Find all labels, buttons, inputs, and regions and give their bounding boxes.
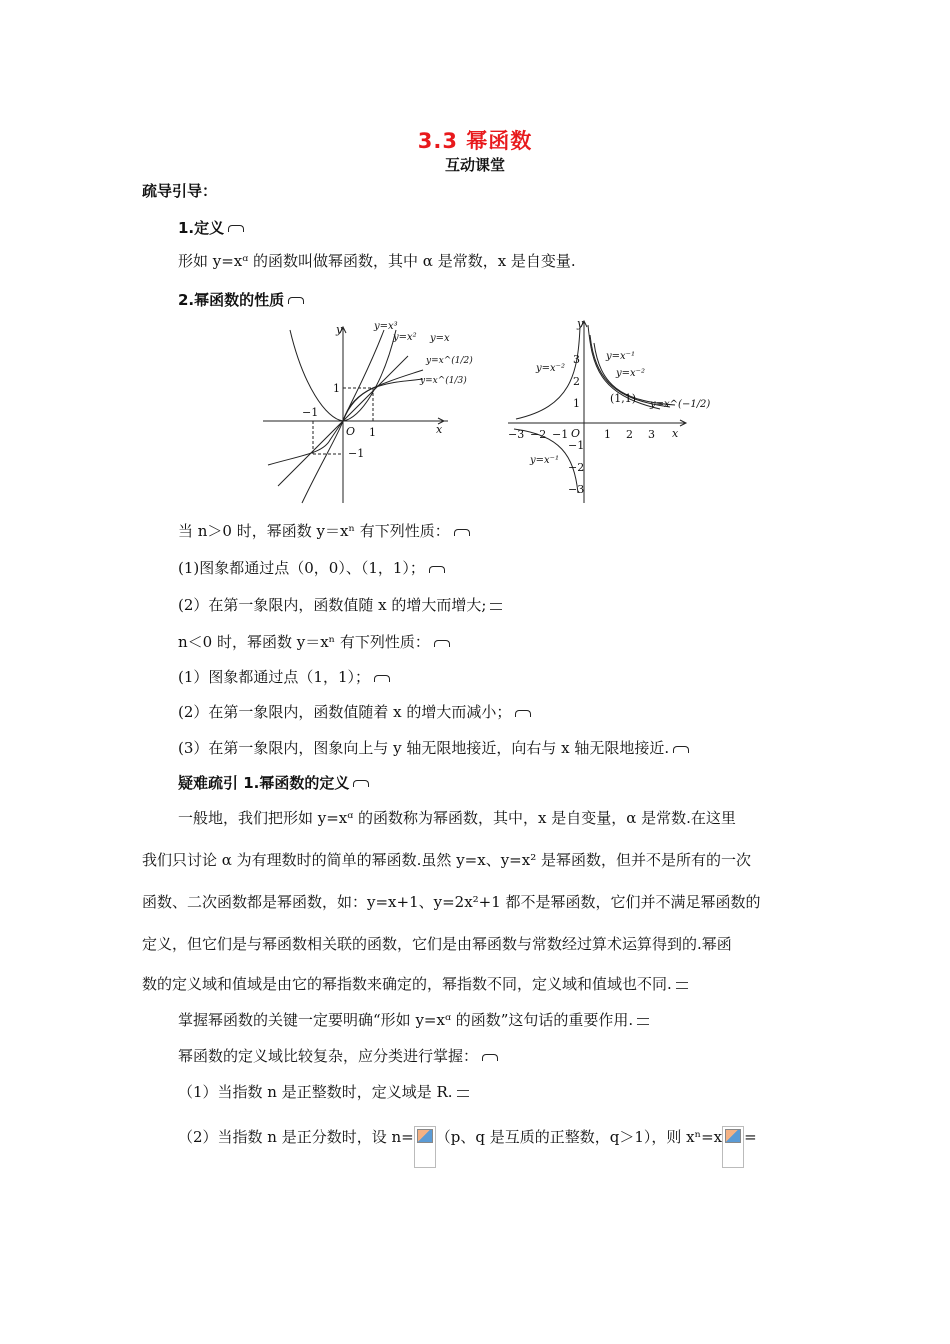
paragraph-mark-icon — [673, 746, 689, 753]
x-tick: 2 — [626, 428, 633, 441]
y-axis-label: y — [336, 323, 343, 336]
properties-heading-text: 2.幂函数的性质 — [178, 291, 285, 309]
paragraph-mark-icon — [482, 1054, 498, 1061]
curve-label-x3: y=x³ — [374, 321, 398, 332]
properties-heading — [178, 289, 304, 310]
paragraph-line-text: 幂函数的定义域比较复杂，应分类进行掌握： — [178, 1047, 479, 1065]
paragraph-line — [178, 1045, 498, 1066]
property-line-text: (2）在第一象限内，函数值随 x 的增大而增大; — [178, 596, 487, 614]
graph-negative-powers — [500, 315, 711, 507]
point-label: (1,1) — [610, 392, 637, 405]
paragraph-line-text: 数的定义域和值域是由它的幂指数来确定的，幂指数不同，定义域和值域也不同. — [142, 975, 672, 993]
paragraph-line — [178, 1009, 649, 1030]
property-line — [178, 594, 502, 615]
x-tick: 3 — [648, 428, 655, 441]
section-label: 疏导引导： — [142, 182, 218, 200]
broken-image-icon — [414, 1126, 436, 1168]
x-axis-label: x — [672, 427, 679, 440]
property-line — [178, 666, 390, 687]
definition-heading — [178, 217, 244, 238]
property-line — [178, 557, 445, 578]
line-break-icon — [490, 603, 502, 610]
y-tick: −3 — [568, 483, 585, 496]
curve-label-x: y=x — [430, 333, 450, 344]
paragraph-line: 我们只讨论 α 为有理数时的简单的幂函数.虽然 y=x、y=x² 是幂函数，但并不是所有的一次 — [142, 851, 751, 869]
x-tick: −2 — [530, 428, 547, 441]
tick-1x: 1 — [369, 426, 376, 439]
case-line — [178, 1081, 469, 1102]
line-break-icon — [676, 982, 688, 989]
property-line-text: 当 n＞0 时，幂函数 y＝xⁿ 有下列性质： — [178, 522, 450, 540]
paragraph-line: 函数、二次函数都是幂函数，如：y=x+1、y=2x²+1 都不是幂函数，它们并不满足幂函数的 — [142, 893, 761, 911]
paragraph-line-text: 掌握幂函数的关键一定要明确“形如 y=xᵅ 的函数”这句话的重要作用. — [178, 1011, 634, 1029]
curve-label-xm1-left: y=x⁻¹ — [530, 455, 559, 466]
case-line-text: （p、q 是互质的正整数，q＞1），则 xⁿ=x — [435, 1128, 723, 1146]
broken-image-icon — [722, 1126, 744, 1168]
case-line-text: = — [744, 1128, 757, 1146]
tick-1y: 1 — [333, 382, 340, 395]
property-line-text: (1)图象都通过点（0，0）、（1，1）； — [178, 559, 425, 577]
property-line-text: (2）在第一象限内，函数值随着 x 的增大而减小； — [178, 703, 512, 721]
paragraph-mark-icon — [374, 675, 390, 682]
curve-label-xm-half: y=x^(−1/2) — [650, 399, 711, 410]
curve-label-cbrt: y=x^(1/3) — [420, 376, 467, 386]
definition-text: 形如 y=xᵅ 的函数叫做幂函数，其中 α 是常数，x 是自变量. — [178, 252, 576, 270]
y-axis-label: y — [577, 317, 584, 330]
origin-label: O — [571, 427, 581, 440]
page-subtitle: 互动课堂 — [444, 156, 505, 174]
paragraph-mark-icon — [454, 529, 470, 536]
x-axis-label: x — [436, 423, 443, 436]
paragraph-mark-icon — [429, 566, 445, 573]
property-line-text: (3）在第一象限内，图象向上与 y 轴无限地接近，向右与 x 轴无限地接近. — [178, 739, 670, 757]
paragraph-line: 一般地，我们把形如 y=xᵅ 的函数称为幂函数，其中，x 是自变量，α 是常数.在这里 — [178, 809, 736, 827]
property-line-text: (1）图象都通过点（1，1）； — [178, 668, 370, 686]
property-line — [178, 520, 470, 541]
tick-m1y: −1 — [348, 447, 365, 460]
definition-heading-text: 1.定义 — [178, 219, 225, 237]
paragraph-mark-icon — [288, 297, 304, 304]
paragraph-mark-icon — [515, 710, 531, 717]
difficulty-heading — [178, 772, 369, 793]
property-line — [178, 737, 689, 758]
difficulty-heading-text: 疑难疏引 1.幂函数的定义 — [178, 774, 350, 792]
paragraph-mark-icon — [353, 780, 369, 787]
curve-label-x2: y=x² — [393, 332, 417, 343]
property-line-text: n＜0 时，幂函数 y＝xⁿ 有下列性质： — [178, 633, 430, 651]
x-tick: −3 — [508, 428, 525, 441]
paragraph-mark-icon — [228, 225, 244, 232]
paragraph-mark-icon — [434, 640, 450, 647]
tick-m1x: −1 — [302, 406, 319, 419]
curve-label-sqrt: y=x^(1/2) — [426, 356, 473, 366]
y-tick: 3 — [573, 353, 580, 366]
origin-label: O — [346, 425, 356, 438]
page-title: 3.3 幂函数 — [417, 129, 533, 153]
y-tick: 2 — [573, 375, 580, 388]
case-line-text: （2）当指数 n 是正分数时，设 n= — [178, 1128, 414, 1146]
case-line-text: （1）当指数 n 是正整数时，定义域是 R. — [178, 1083, 453, 1101]
curve-label-xm2: y=x⁻² — [616, 368, 645, 379]
curve-label-xm1: y=x⁻¹ — [606, 351, 635, 362]
x-tick: 1 — [604, 428, 611, 441]
property-line — [178, 631, 450, 652]
line-break-icon — [637, 1018, 649, 1025]
y-tick: −1 — [568, 439, 585, 452]
paragraph-line — [142, 973, 688, 994]
property-line — [178, 701, 531, 722]
y-tick: 1 — [573, 397, 580, 410]
paragraph-line: 定义，但它们是与幂函数相关联的函数，它们是由幂函数与常数经过算术运算得到的.幂函 — [142, 935, 732, 953]
graph-positive-powers — [258, 315, 473, 507]
case-line — [178, 1126, 757, 1168]
y-tick: −2 — [568, 461, 585, 474]
curve-label-xm2-left: y=x⁻² — [536, 363, 565, 374]
curve-cbrt — [268, 379, 423, 465]
x-tick: −1 — [552, 428, 569, 441]
line-break-icon — [457, 1090, 469, 1097]
